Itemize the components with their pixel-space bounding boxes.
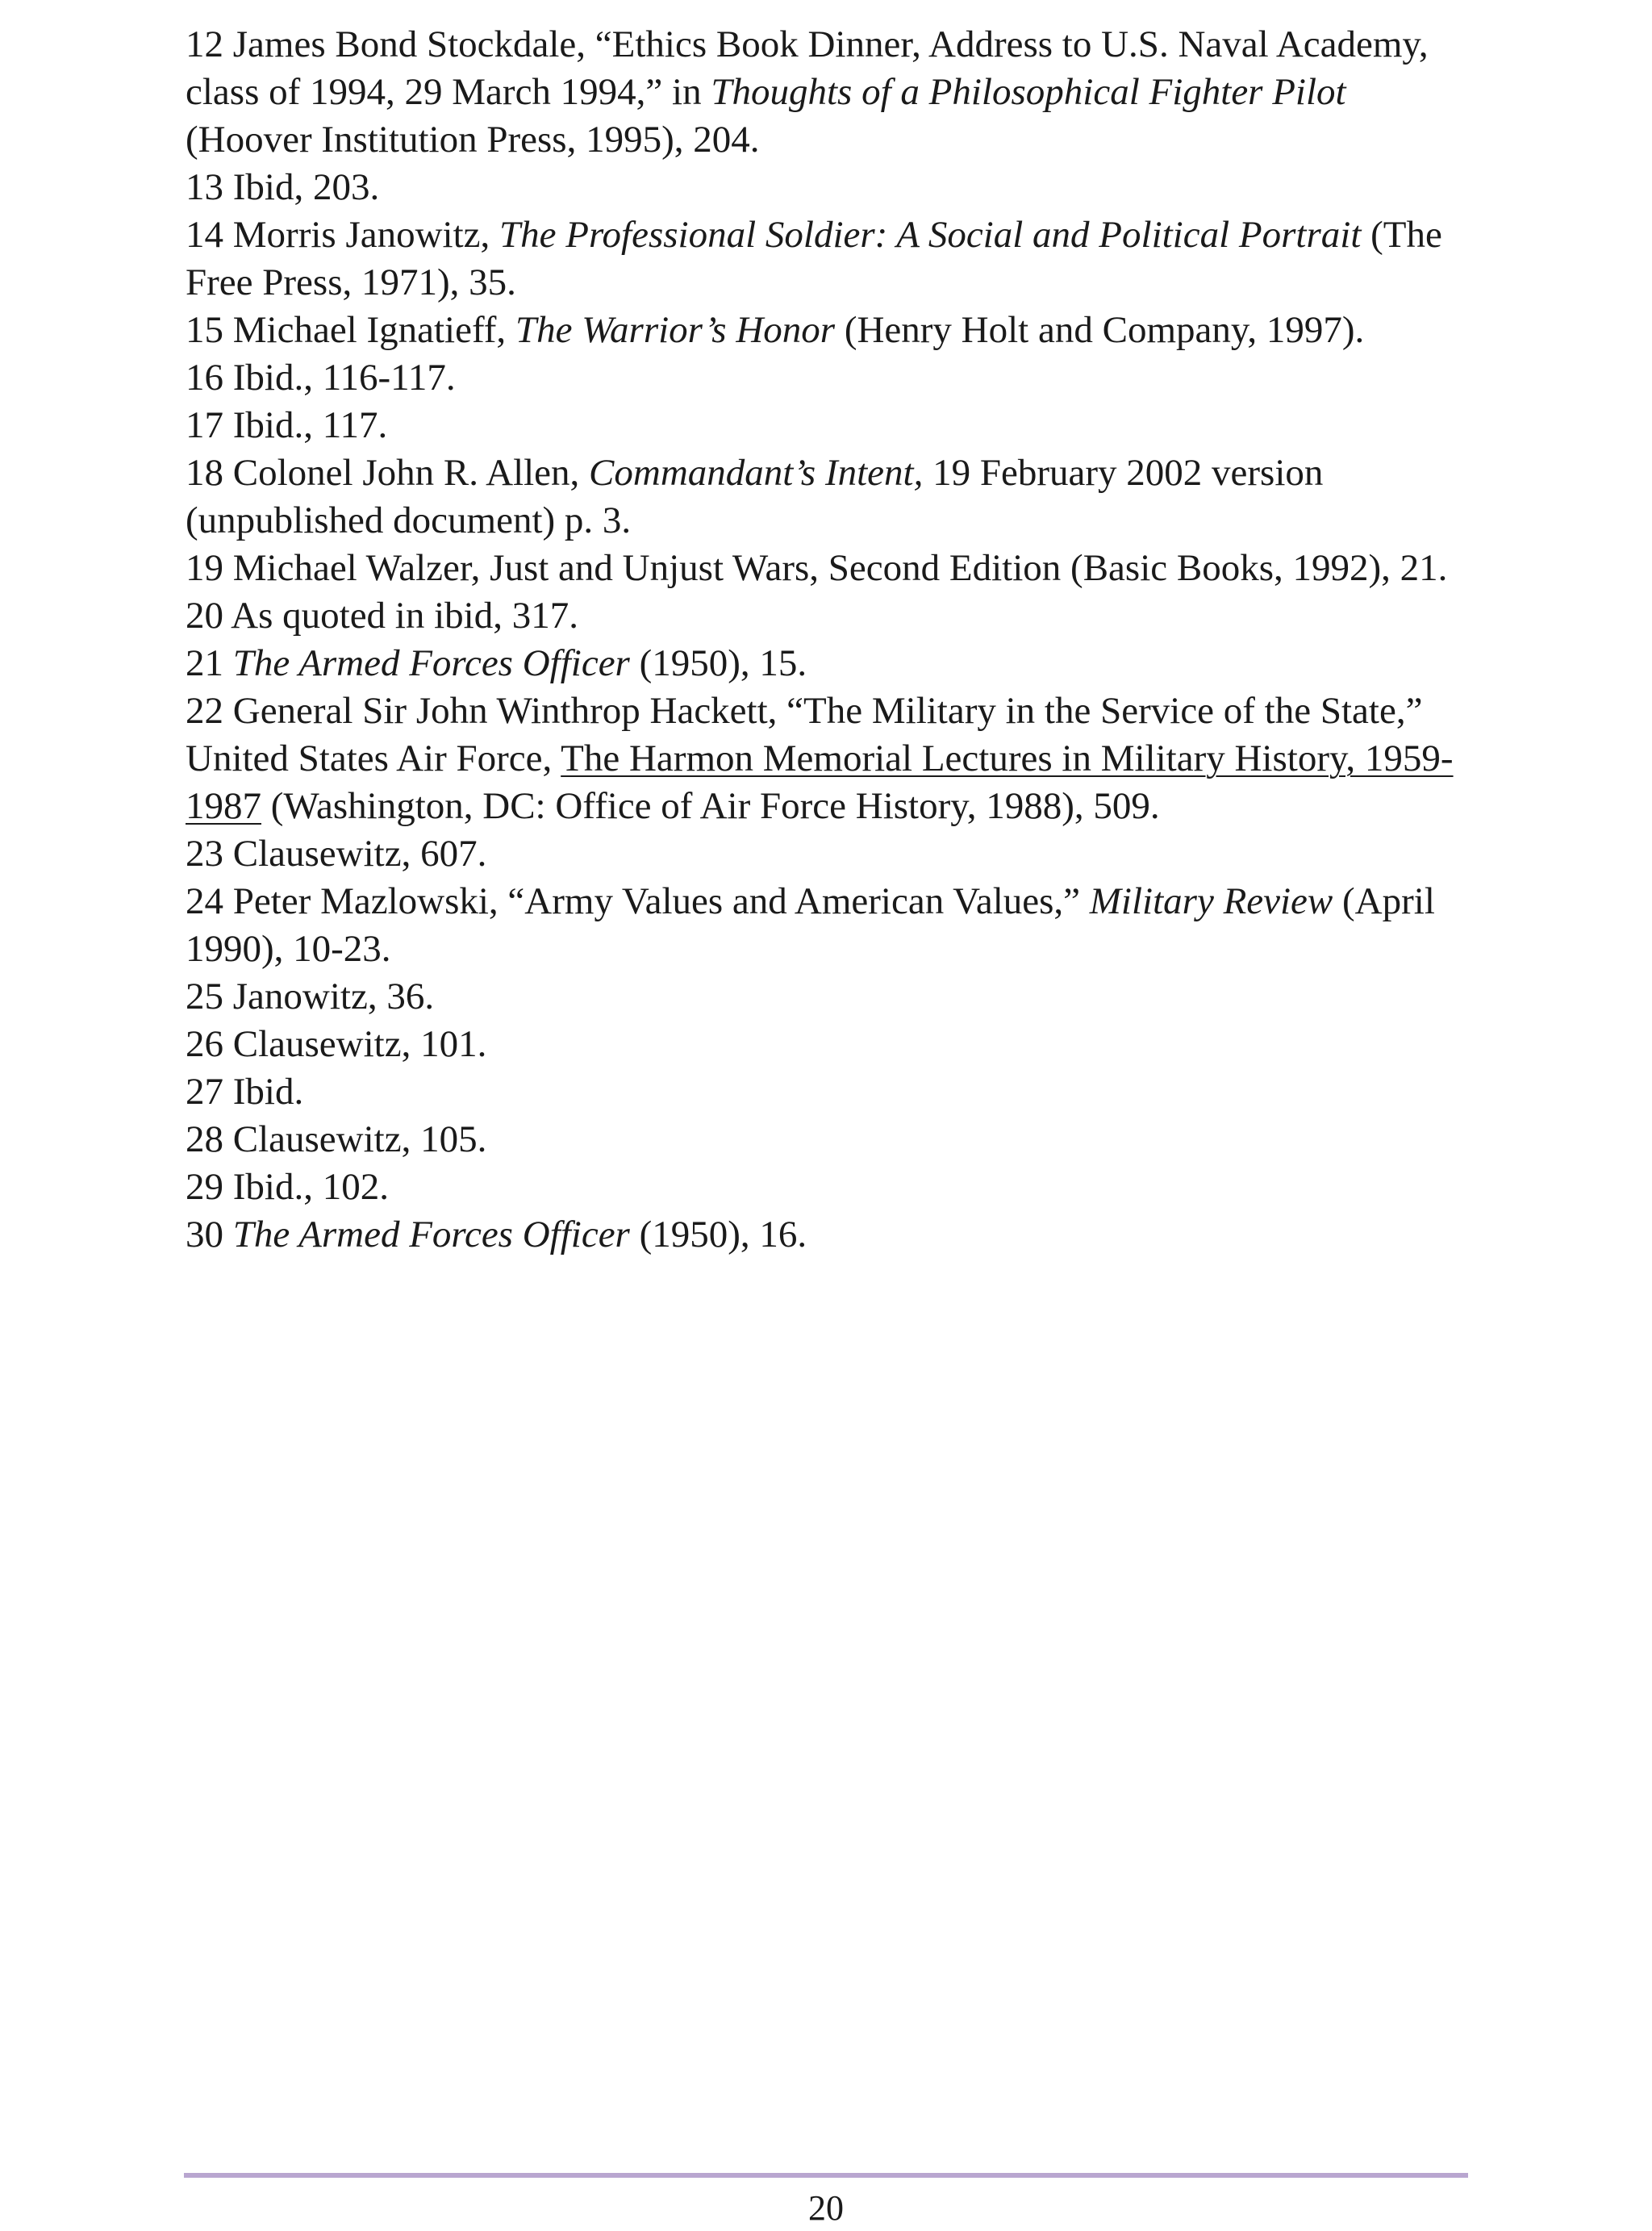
footer-divider [184, 2173, 1468, 2178]
endnote-text: 16 Ibid., 116-117. [186, 357, 456, 399]
endnote-text: 17 Ibid., 117. [186, 404, 388, 446]
endnote-text: (April 1990), 10-23. [186, 880, 1435, 970]
endnote-italic-title: Commandant’s Intent, [589, 452, 924, 494]
endnote-italic-title: The Armed Forces Officer [232, 642, 630, 684]
endnote [186, 354, 1476, 402]
endnote-underlined-title: The Harmon Memorial Lectures in Military History, 1959-1987 [186, 737, 1454, 827]
endnote-text: (1950), 16. [629, 1214, 807, 1255]
endnote-text: 13 Ibid, 203. [186, 166, 380, 208]
endnote [186, 307, 1476, 354]
endnote-text: 25 Janowitz, 36. [186, 976, 435, 1017]
endnote-text: (Henry Holt and Company, 1997). [835, 309, 1365, 351]
endnote-text: 23 Clausewitz, 607. [186, 833, 487, 875]
endnote-text: 15 Michael Ignatieff, [186, 309, 515, 351]
endnote-text: 24 Peter Mazlowski, “Army Values and American Values,” [186, 880, 1090, 922]
endnote [186, 687, 1476, 830]
endnote [186, 830, 1476, 878]
endnote [186, 640, 1476, 687]
endnote-italic-title: The Warrior’s Honor [515, 309, 836, 351]
endnote-text: (Hoover Institution Press, 1995), 204. [186, 119, 760, 161]
endnote-italic-title: The Armed Forces Officer [232, 1214, 630, 1255]
endnote-text: 18 Colonel John R. Allen, [186, 452, 590, 494]
endnote-text: 12 James Bond Stockdale, “Ethics Book Dinner, Address to U.S. Naval Academy, class of 1994, 29 March 1994,” in [186, 23, 1429, 113]
endnote-text: 19 February 2002 version (unpublished document) p. 3. [186, 452, 1324, 541]
endnote [186, 1211, 1476, 1259]
endnote-italic-title: Thoughts of a Philosophical Fighter Pilot [711, 71, 1346, 113]
endnotes-list [186, 21, 1476, 1259]
endnote [186, 449, 1476, 545]
endnote [186, 1021, 1476, 1068]
endnote-text: 27 Ibid. [186, 1071, 304, 1113]
endnote [186, 402, 1476, 449]
endnote-text: (1950), 15. [629, 642, 807, 684]
endnote-text: 22 General Sir John Winthrop Hackett, “The Military in the Service of the State,” United States Air Force, [186, 690, 1423, 779]
page-number: 20 [808, 2188, 844, 2228]
endnote [186, 878, 1476, 973]
endnote [186, 1068, 1476, 1116]
endnote-text: 19 Michael Walzer, Just and Unjust Wars, Second Edition (Basic Books, 1992), 21. [186, 547, 1448, 589]
endnote-text: 21 [186, 642, 233, 684]
endnote [186, 21, 1476, 164]
endnote [186, 1116, 1476, 1164]
endnote-text: (Washington, DC: Office of Air Force History, 1988), 509. [261, 785, 1160, 827]
endnote-text: 28 Clausewitz, 105. [186, 1118, 487, 1160]
endnote [186, 164, 1476, 211]
endnote-text: 20 As quoted in ibid, 317. [186, 595, 578, 637]
endnote-italic-title: Military Review [1089, 880, 1333, 922]
endnote [186, 211, 1476, 307]
endnote-text: 14 Morris Janowitz, [186, 214, 500, 256]
endnote [186, 545, 1476, 592]
endnote-text: 30 [186, 1214, 233, 1255]
endnote-text: 26 Clausewitz, 101. [186, 1023, 487, 1065]
endnote-text: (The Free Press, 1971), 35. [186, 214, 1442, 303]
endnote [186, 973, 1476, 1021]
endnote [186, 592, 1476, 640]
endnote-italic-title: The Professional Soldier: A Social and Political Portrait [499, 214, 1362, 256]
endnote-text: 29 Ibid., 102. [186, 1166, 389, 1208]
endnote [186, 1164, 1476, 1211]
